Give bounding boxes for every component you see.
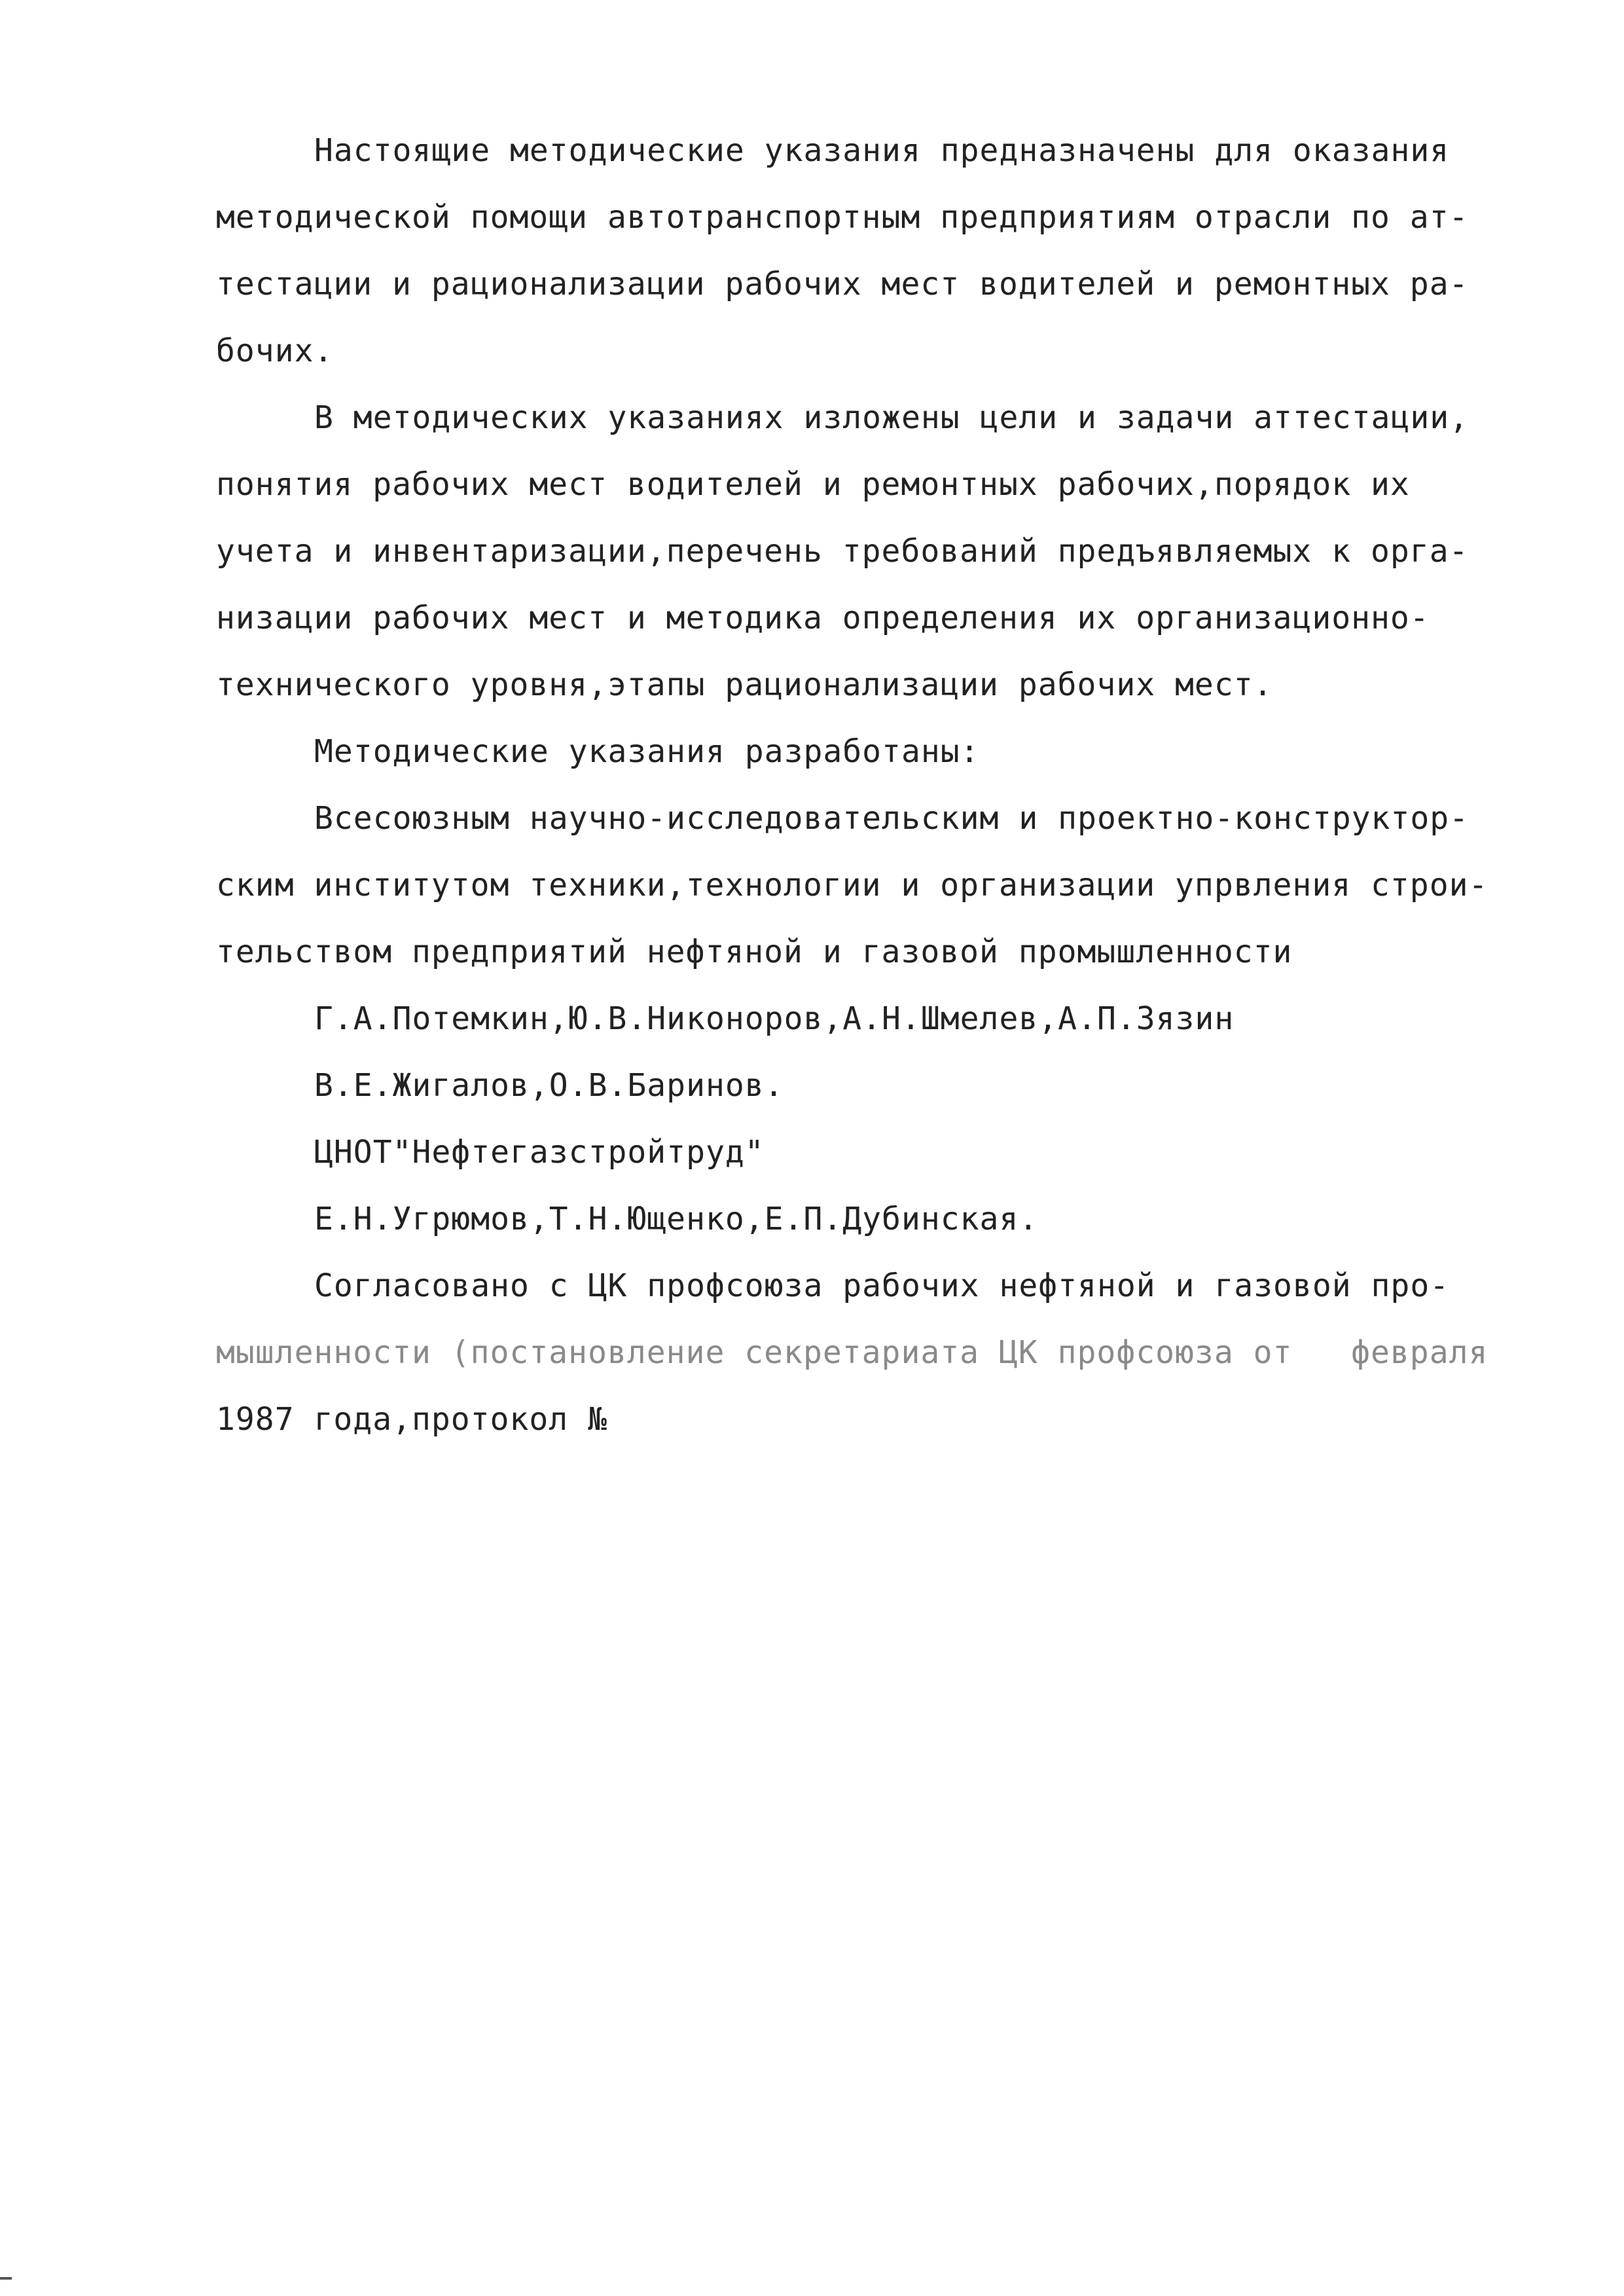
intro-line-3: тестации и рационализации рабочих мест водителей и ремонтных ра- <box>216 266 1469 302</box>
scope-line-2: понятия рабочих мест водителей и ремонтных рабочих,порядок их <box>216 466 1410 503</box>
developed-by-heading: Методические указания разработаны: <box>314 733 980 770</box>
institute-line-3: тельством предприятий нефтяной и газовой промышленности <box>216 934 1293 970</box>
organization-name: ЦНОТ"Нефтегазстройтруд" <box>314 1134 765 1171</box>
scope-line-4: низации рабочих мест и методика определения их организационно- <box>216 600 1430 636</box>
intro-line-2: методической помощи автотранспортным предприятиям отрасли по ат- <box>216 199 1469 236</box>
scan-edge-mark <box>0 2277 12 2280</box>
intro-line-1: Настоящие методические указания предназначены для оказания <box>314 132 1450 169</box>
scope-line-5: технического уровня,этапы рационализации рабочих мест. <box>216 666 1273 703</box>
agreement-line-2: мышленности (постановление секретариата ЦК профсоюза от февраля <box>216 1334 1489 1371</box>
agreement-line-1: Согласовано с ЦК профсоюза рабочих нефтяной и газовой про- <box>314 1267 1450 1304</box>
scope-line-1: В методических указаниях изложены цели и задачи аттестации, <box>314 399 1470 436</box>
authors-list-1: Г.А.Потемкин,Ю.В.Никоноров,А.Н.Шмелев,А.П.Зязин <box>314 1000 1235 1037</box>
agreement-line-3: 1987 года,протокол № <box>216 1401 607 1438</box>
authors-list-3: Е.Н.Угрюмов,Т.Н.Ющенко,Е.П.Дубинская. <box>314 1201 1039 1237</box>
institute-line-2: ским институтом техники,технологии и организации упрвления строи- <box>216 867 1489 903</box>
authors-list-2: В.Е.Жигалов,О.В.Баринов. <box>314 1067 784 1104</box>
institute-line-1: Всесоюзным научно-исследовательским и проектно-конструктор- <box>314 800 1470 837</box>
scope-line-3: учета и инвентаризации,перечень требований предъявляемых к орга- <box>216 533 1469 570</box>
intro-line-4: бочих. <box>216 333 334 369</box>
